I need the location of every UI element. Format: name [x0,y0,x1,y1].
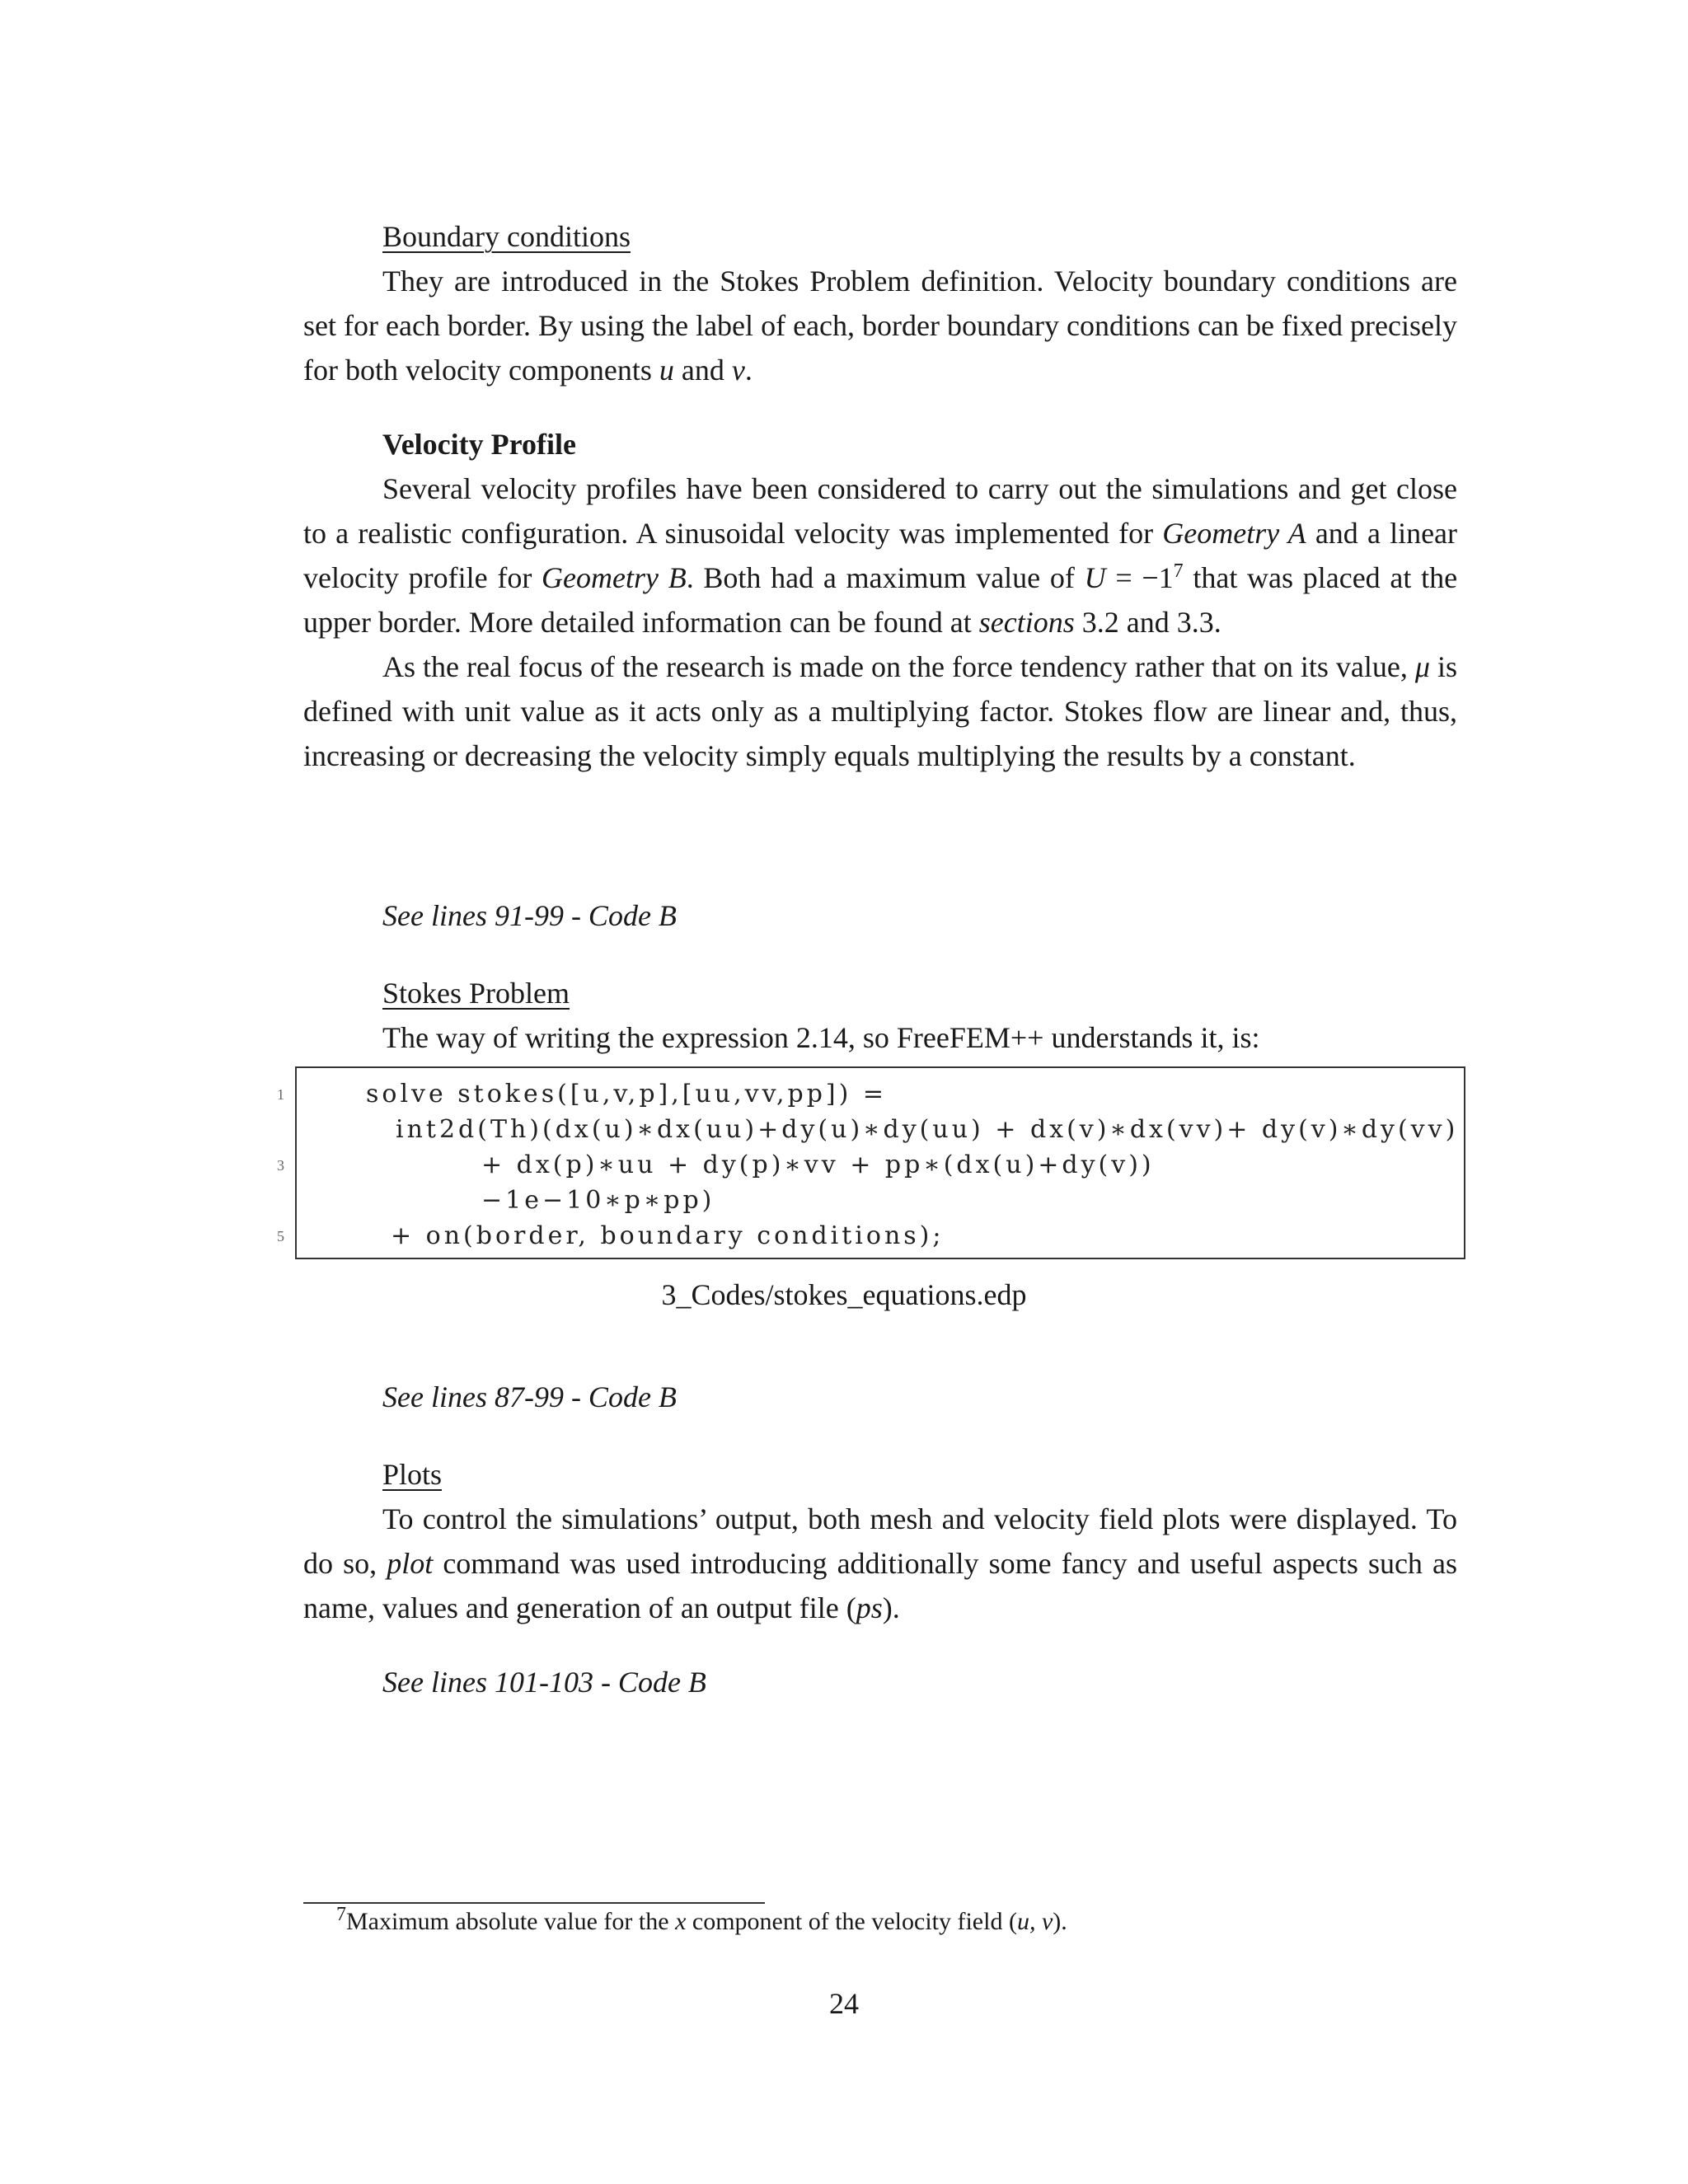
code-line-2: int2d(Th)(dx(u)∗dx(uu)+dy(u)∗dy(uu) + dx(v)∗dx(vv)+ dy(v)∗dy(vv) [396,1115,1459,1144]
equals-value: = −1 [1115,561,1174,594]
boundary-text: They are introduced in the Stokes Problem definition. Velocity boundary conditions are set for each border. By using the label of each, border boundary conditions can be fixed precisely for both velocity components [303,265,1457,387]
footnote-mark: 7 [336,1904,346,1925]
code-line-1: solve stokes([u,v,p],[uu,vv,pp]) = [366,1080,888,1108]
stokes-heading: Stokes Problem [382,977,570,1010]
footnote-text-a: Maximum absolute value for the [346,1908,669,1935]
velocity-paragraph-1 [303,466,1457,644]
velocity-p2-a: As the real focus of the research is made on the force tendency rather that on its value, [382,650,1408,683]
geometry-b: Geometry B [542,561,687,594]
line-number-1: 1 [277,1086,284,1103]
footnote-ref: 7 [1173,560,1184,582]
velocity-text-e: 3.2 and 3.3. [1081,606,1221,639]
see-lines-101-103: See lines 101-103 - Code B [382,1666,706,1699]
stokes-paragraph: The way of writing the expression 2.14, so FreeFEM++ understands it, is: [382,1021,1260,1054]
velocity-section [303,422,1457,778]
plots-paragraph [303,1497,1457,1630]
var-v: v [731,354,745,387]
var-U: U [1084,561,1106,594]
velocity-text-c: . Both had a maximum value of [686,561,1075,594]
var-u: u [659,354,674,387]
stokes-section [303,971,1457,1060]
velocity-p2-b: is defined with unit value as it acts only as a multiplying factor. Stokes flow are linear and, thus, increasing or decreasing the velocity simply equals multiplying the results by a constant. [303,650,1458,772]
ps-word: ps [856,1591,883,1624]
boundary-paragraph [303,259,1457,392]
velocity-heading: Velocity Profile [382,428,576,461]
velocity-text-d: that was placed at the upper border. More detailed information can be found at [303,561,1458,639]
sections-word: sections [978,606,1075,639]
boundary-section [303,214,1457,392]
plots-heading: Plots [382,1458,443,1491]
plots-section [303,1452,1457,1630]
footnote-uv: u, v [1016,1908,1053,1935]
page-number: 24 [829,1987,859,2020]
velocity-paragraph-2 [303,644,1457,778]
and-word: and [681,354,724,387]
footnote [303,1904,1067,1940]
footnote-x: x [675,1908,687,1935]
plot-command: plot [387,1547,434,1580]
plots-text-a: To control the simulations’ output, both mesh and velocity field plots were displayed. To do so, [303,1502,1457,1580]
code-line-5: + on(border, boundary conditions); [391,1221,945,1250]
velocity-text-b: and a linear velocity profile for [303,517,1458,594]
footnote-text-c: ). [1053,1908,1067,1935]
code-line-3: + dx(p)∗uu + dy(p)∗vv + pp∗(dx(u)+dy(v)) [481,1151,1155,1179]
var-mu: μ [1414,650,1430,683]
footnote-text-b: component of the velocity field ( [692,1908,1017,1935]
velocity-text-a: Several velocity profiles have been considered to carry out the simulations and get close to a realistic configuration. A sinusoidal velocity was implemented for [303,472,1457,550]
plots-text-b: command was used introducing additionally some fancy and useful aspects such as name, values and generation of an output file ( [303,1547,1458,1624]
see-lines-87-99: See lines 87-99 - Code B [382,1380,677,1413]
see-lines-91-99: See lines 91-99 - Code B [382,899,677,932]
see-lines-1 [303,893,1457,938]
line-number-5: 5 [277,1228,284,1244]
see-lines-3 [303,1660,1457,1704]
plots-text-c: ). [882,1591,900,1624]
code-caption: 3_Codes/stokes_equations.edp [661,1278,1027,1311]
geometry-a: Geometry A [1162,517,1306,550]
boundary-heading: Boundary conditions [382,220,631,253]
line-number-3: 3 [277,1157,284,1174]
code-line-4: −1e−10∗p∗pp) [481,1186,715,1215]
see-lines-2 [303,1375,1457,1419]
period: . [744,354,753,387]
